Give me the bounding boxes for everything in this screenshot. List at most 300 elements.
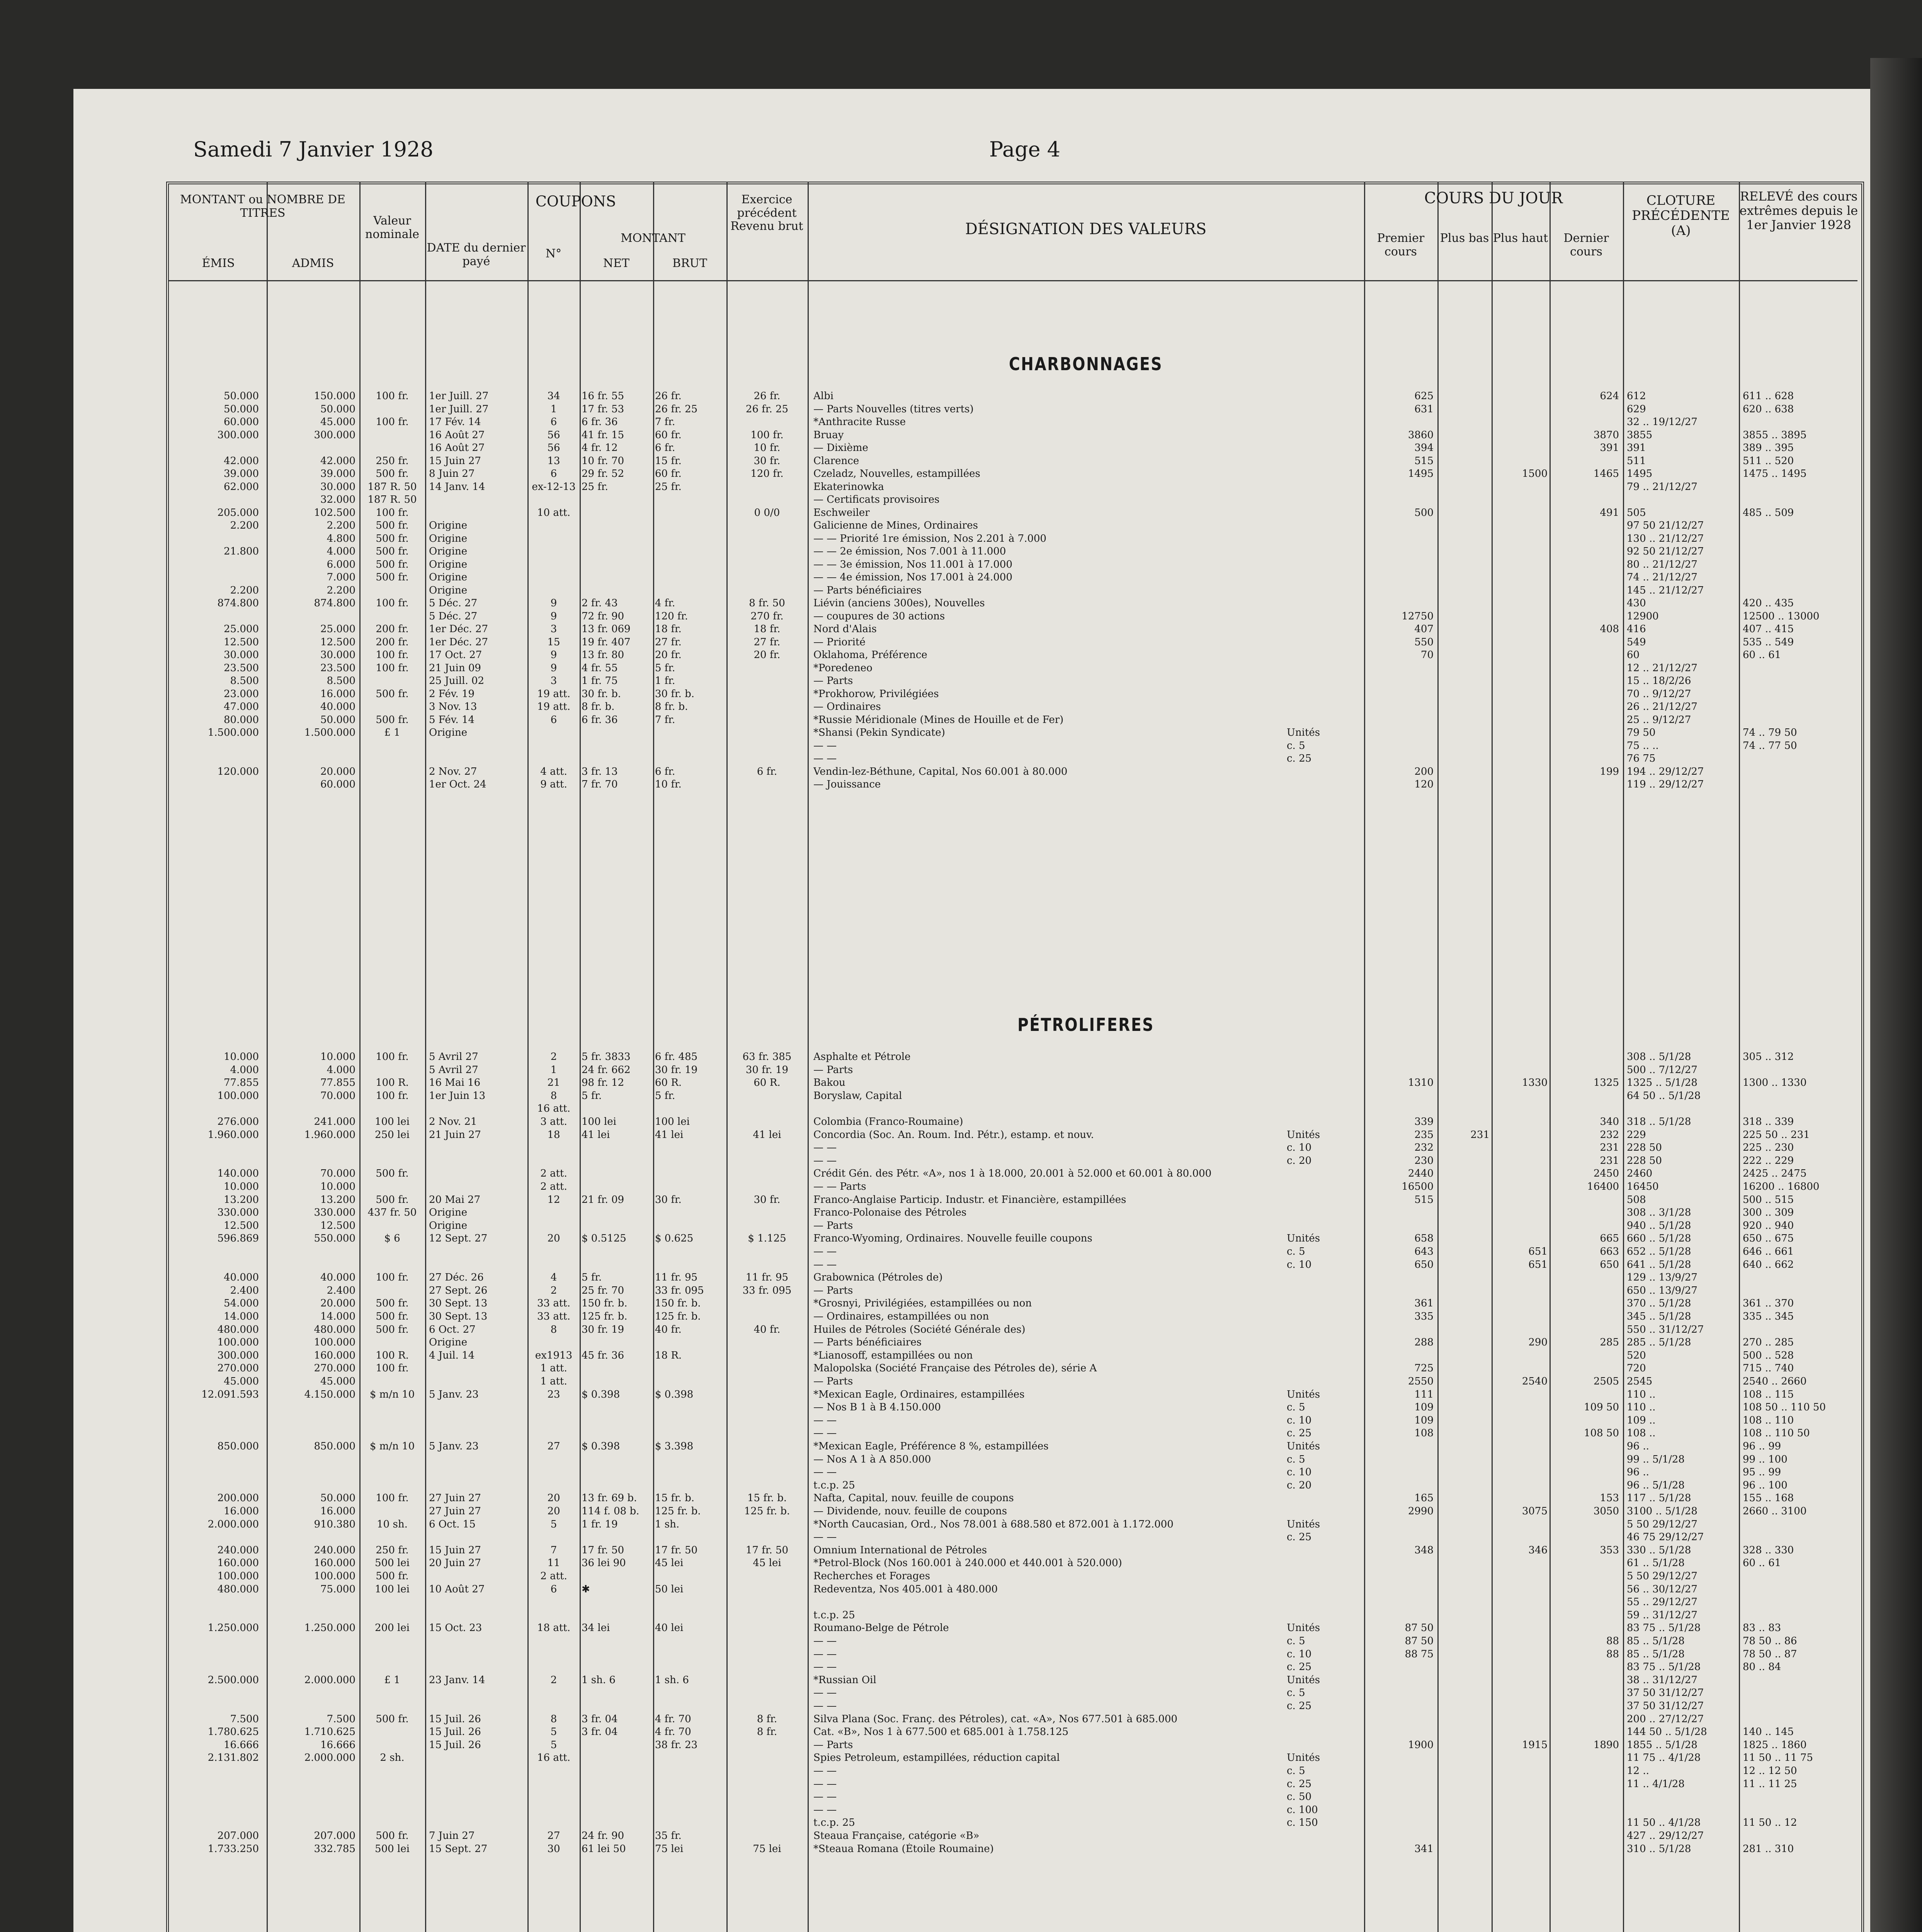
cell-pc: 650: [1414, 1259, 1434, 1270]
cell-cl: 318 .. 5/1/28: [1627, 1116, 1691, 1128]
cell-date: 15 Juil. 26: [429, 1713, 481, 1725]
cell-cl: 427 .. 29/12/27: [1627, 1830, 1704, 1842]
cell-net: 3 fr. 13: [582, 765, 618, 777]
cell-exe: $ 1.125: [748, 1233, 786, 1245]
cell-unit: c. 150: [1287, 1817, 1318, 1829]
cell-exe: 17 fr. 50: [745, 1544, 789, 1556]
cell-unit: c. 10: [1287, 1648, 1312, 1660]
cell-date: Origine: [429, 546, 468, 557]
cell-des: *Lianosoff, estampillées ou non: [813, 1349, 973, 1361]
cell-des: — Parts: [813, 1064, 853, 1076]
cell-cl: 96 ..: [1627, 1440, 1649, 1452]
cell-des: Galicienne de Mines, Ordinaires: [813, 520, 978, 531]
cell-ph: 1500: [1522, 468, 1548, 480]
cell-dc: 108 50: [1584, 1427, 1619, 1439]
cell-exe: 8 fr.: [757, 1726, 777, 1738]
col-head-cours: COURS DU JOUR: [1424, 189, 1563, 207]
cell-date: Origine: [429, 1207, 468, 1219]
cell-cl: 96 ..: [1627, 1466, 1649, 1478]
cell-em: 2.500.000: [208, 1674, 259, 1686]
cell-cl: 25 .. 9/12/27: [1627, 714, 1691, 726]
cell-des: Boryslaw, Capital: [813, 1090, 902, 1102]
cell-nom: 250 fr.: [376, 455, 409, 467]
cell-date: 3 Nov. 13: [429, 701, 477, 713]
cell-em: 480.000: [217, 1583, 259, 1595]
cell-brut: 5 fr.: [655, 662, 675, 674]
cell-net: 125 fr. b.: [582, 1311, 628, 1322]
cell-des: — —: [813, 1648, 837, 1660]
cell-brut: 45 lei: [655, 1557, 684, 1569]
cell-des: — —: [813, 1700, 837, 1712]
cell-cl: 75 .. ..: [1627, 740, 1659, 752]
cell-no: 18: [547, 1129, 560, 1141]
cell-pc: 87 50: [1405, 1635, 1434, 1647]
cell-rv: 328 .. 330: [1743, 1544, 1794, 1556]
cell-rv: 389 .. 395: [1743, 442, 1794, 454]
cell-no: 8: [550, 1323, 557, 1335]
cell-des: — — 3e émission, Nos 11.001 à 17.000: [813, 558, 1012, 570]
cell-cl: 612: [1627, 390, 1646, 402]
cell-pc: 109: [1414, 1414, 1434, 1426]
cell-brut: 35 fr.: [655, 1830, 682, 1842]
cell-em: 16.000: [224, 1505, 259, 1517]
col-head-brut: BRUT: [672, 257, 707, 270]
cell-rv: 611 .. 628: [1743, 390, 1794, 402]
cell-net: 45 fr. 36: [582, 1349, 624, 1361]
cell-rv: 485 .. 509: [1743, 507, 1794, 519]
cell-des: — Ordinaires, estampillées ou non: [813, 1311, 989, 1322]
cell-em: 10.000: [224, 1181, 259, 1192]
cell-pc: 230: [1414, 1155, 1434, 1167]
cell-pc: 165: [1414, 1492, 1434, 1504]
cell-ad: 160.000: [314, 1349, 355, 1361]
cell-ad: 14.000: [320, 1311, 355, 1322]
cell-rv: 96 .. 100: [1743, 1479, 1788, 1491]
cell-des: Roumano-Belge de Pétrole: [813, 1622, 949, 1634]
cell-nom: 100 fr.: [376, 507, 409, 519]
cell-rv: 108 .. 115: [1743, 1388, 1794, 1400]
cell-des: — —: [813, 1635, 837, 1647]
cell-net: 5 fr.: [582, 1272, 602, 1284]
cell-cl: 391: [1627, 442, 1646, 454]
cell-ad: 10.000: [320, 1181, 355, 1192]
cell-em: 47.000: [224, 701, 259, 713]
cell-cl: 12900: [1627, 610, 1659, 622]
cell-net: 6 fr. 36: [582, 416, 618, 428]
cell-cl: 37 50 31/12/27: [1627, 1687, 1704, 1699]
cell-des: Spies Petroleum, estampillées, réduction capital: [813, 1752, 1060, 1764]
cell-nom: 500 fr.: [376, 1168, 409, 1180]
cell-date: 4 Juil. 14: [429, 1349, 475, 1361]
cell-em: 2.131.802: [208, 1752, 259, 1764]
cell-date: Origine: [429, 727, 468, 738]
cell-em: 80.000: [224, 714, 259, 726]
cell-no: 16 att.: [537, 1752, 570, 1764]
cell-cl: 345 .. 5/1/28: [1627, 1311, 1691, 1322]
cell-ad: 300.000: [314, 429, 355, 441]
cell-brut: 18 R.: [655, 1349, 682, 1361]
cell-cl: 59 .. 31/12/27: [1627, 1609, 1697, 1621]
cell-brut: 33 fr. 095: [655, 1284, 704, 1296]
cell-ad: 4.000: [327, 1064, 355, 1076]
cell-ph: 3075: [1522, 1505, 1548, 1517]
cell-date: Origine: [429, 571, 468, 583]
cell-nom: 500 lei: [375, 1557, 410, 1569]
cell-des: — —: [813, 1142, 837, 1154]
cell-no: 9: [550, 610, 557, 622]
cell-cl: 200 .. 27/12/27: [1627, 1713, 1704, 1725]
cell-date: 17 Oct. 27: [429, 649, 482, 661]
cell-nom: 100 fr.: [376, 597, 409, 609]
cell-rv: 12500 .. 13000: [1743, 610, 1820, 622]
cell-net: 17 fr. 53: [582, 403, 624, 415]
cell-rv: 305 .. 312: [1743, 1051, 1794, 1063]
cell-pc: 515: [1414, 1194, 1434, 1206]
cell-des: Cat. «B», Nos 1 à 677.500 et 685.001 à 1.758.125: [813, 1726, 1069, 1738]
cell-em: 13.200: [224, 1194, 259, 1206]
col-rule: [808, 182, 809, 1932]
cell-dc: 88: [1606, 1635, 1619, 1647]
cell-ad: 1.500.000: [304, 727, 355, 738]
cell-dc: 3870: [1593, 429, 1619, 441]
cell-dc: 408: [1600, 623, 1619, 635]
cell-nom: 500 fr.: [376, 1830, 409, 1842]
cell-brut: 125 fr. b.: [655, 1505, 701, 1517]
cell-net: 1 sh. 6: [582, 1674, 616, 1686]
cell-no: 20: [547, 1505, 560, 1517]
col-head-designation: DÉSIGNATION DES VALEURS: [965, 220, 1207, 238]
cell-no: 2 att.: [540, 1570, 567, 1582]
cell-cl: 285 .. 5/1/28: [1627, 1337, 1691, 1349]
cell-em: 45.000: [224, 1376, 259, 1387]
cell-exe: 30 fr. 19: [745, 1064, 789, 1076]
cell-no: 27: [547, 1440, 560, 1452]
cell-cl: 11 75 .. 4/1/28: [1627, 1752, 1701, 1764]
col-head-valeur: Valeur nominale: [365, 214, 419, 241]
cell-nom: 250 fr.: [376, 1544, 409, 1556]
cell-net: 21 fr. 09: [582, 1194, 624, 1206]
cell-no: 33 att.: [537, 1311, 570, 1322]
cell-cl: 74 .. 21/12/27: [1627, 571, 1697, 583]
cell-pc: 339: [1414, 1116, 1434, 1128]
cell-cl: 228 50: [1627, 1155, 1662, 1167]
cell-exe: 10 fr.: [753, 442, 781, 454]
cell-dc: 3050: [1593, 1505, 1619, 1517]
cell-net: 4 fr. 55: [582, 662, 618, 674]
cell-des: Colombia (Franco-Roumaine): [813, 1116, 963, 1128]
cell-ad: 1.250.000: [304, 1622, 355, 1634]
cell-exe: 27 fr.: [753, 636, 781, 648]
cell-nom: $ m/n 10: [369, 1388, 415, 1400]
page-edge-shadow: [1870, 58, 1922, 1932]
cell-rv: 225 .. 230: [1743, 1142, 1794, 1154]
cell-ad: 60.000: [320, 779, 355, 790]
cell-ad: 480.000: [314, 1323, 355, 1335]
cell-rv: 96 .. 99: [1743, 1440, 1781, 1452]
cell-date: 14 Janv. 14: [429, 481, 485, 493]
cell-brut: $ 0.625: [655, 1233, 694, 1245]
cell-des: — —: [813, 740, 837, 752]
cell-no: 10 att.: [537, 507, 570, 519]
cell-des: *North Caucasian, Ord., Nos 78.001 à 688.580 et 872.001 à 1.172.000: [813, 1518, 1174, 1530]
cell-no: 4 att.: [540, 765, 567, 777]
cell-date: 27 Juin 27: [429, 1505, 481, 1517]
cell-em: 54.000: [224, 1298, 259, 1310]
cell-cl: 2545: [1627, 1376, 1653, 1387]
cell-pc: 232: [1414, 1142, 1434, 1154]
cell-ad: 2.000.000: [304, 1674, 355, 1686]
cell-net: $ 0.5125: [582, 1233, 626, 1245]
cell-pc: 120: [1414, 779, 1434, 790]
cell-date: 5 Déc. 27: [429, 610, 478, 622]
cell-pc: 631: [1414, 403, 1434, 415]
cell-des: — —: [813, 1804, 837, 1816]
cell-em: 77.855: [224, 1077, 259, 1089]
cell-brut: 7 fr.: [655, 416, 675, 428]
cell-des: *Mexican Eagle, Préférence 8 %, estampillées: [813, 1440, 1049, 1452]
page-date: Samedi 7 Janvier 1928: [193, 137, 434, 162]
cell-exe: 33 fr. 095: [742, 1284, 792, 1296]
cell-des: Franco-Polonaise des Pétroles: [813, 1207, 967, 1219]
cell-date: 27 Déc. 26: [429, 1272, 484, 1284]
cell-brut: 125 fr. b.: [655, 1311, 701, 1322]
cell-nom: 100 fr.: [376, 1362, 409, 1374]
cell-rv: 78 50 .. 86: [1743, 1635, 1797, 1647]
cell-nom: 500 fr.: [376, 1713, 409, 1725]
cell-ad: 100.000: [314, 1570, 355, 1582]
cell-date: 15 Juin 27: [429, 1544, 481, 1556]
col-head-montant-coupon: MONTANT: [621, 231, 685, 245]
cell-no: 9 att.: [540, 779, 567, 790]
cell-unit: c. 25: [1287, 1427, 1312, 1439]
cell-ad: 8.500: [327, 675, 355, 687]
cell-net: 24 fr. 90: [582, 1830, 624, 1842]
cell-nom: 100 fr.: [376, 390, 409, 402]
cell-pc: 550: [1414, 636, 1434, 648]
cell-net: 72 fr. 90: [582, 610, 624, 622]
cell-pb: 231: [1470, 1129, 1490, 1141]
cell-cl: 80 .. 21/12/27: [1627, 558, 1697, 570]
cell-ad: 4.000: [327, 546, 355, 557]
cell-net: 25 fr. 70: [582, 1284, 624, 1296]
cell-ad: 10.000: [320, 1051, 355, 1063]
cell-em: 23.500: [224, 662, 259, 674]
cell-cl: 1325 .. 5/1/28: [1627, 1077, 1697, 1089]
cell-brut: 4 fr. 70: [655, 1713, 691, 1725]
cell-unit: c. 10: [1287, 1142, 1312, 1154]
cell-dc: 1890: [1593, 1739, 1619, 1751]
cell-brut: 38 fr. 23: [655, 1739, 698, 1751]
cell-dc: 650: [1600, 1259, 1619, 1270]
col-rule: [580, 182, 581, 1932]
header-rule: [169, 280, 1857, 281]
cell-cl: 79 50: [1627, 727, 1656, 738]
cell-em: 40.000: [224, 1272, 259, 1284]
cell-cl: 310 .. 5/1/28: [1627, 1843, 1691, 1855]
cell-pc: 109: [1414, 1401, 1434, 1413]
cell-em: 100.000: [217, 1337, 259, 1349]
cell-brut: 17 fr. 50: [655, 1544, 698, 1556]
cell-no: 15: [547, 636, 560, 648]
cell-brut: 30 fr. b.: [655, 688, 694, 700]
cell-nom: 100 fr.: [376, 1090, 409, 1102]
cell-cl: 940 .. 5/1/28: [1627, 1219, 1691, 1231]
cell-cl: 511: [1627, 455, 1646, 467]
cell-net: 100 lei: [582, 1116, 616, 1128]
cell-cl: 652 .. 5/1/28: [1627, 1246, 1691, 1257]
cell-rv: 646 .. 661: [1743, 1246, 1794, 1257]
cell-unit: c. 100: [1287, 1804, 1318, 1816]
cell-rv: 16200 .. 16800: [1743, 1181, 1820, 1192]
cell-no: 8: [550, 1713, 557, 1725]
cell-rv: 1300 .. 1330: [1743, 1077, 1807, 1089]
cell-ph: 346: [1528, 1544, 1548, 1556]
cell-cl: 11 50 .. 4/1/28: [1627, 1817, 1701, 1829]
cell-ad: 70.000: [320, 1090, 355, 1102]
cell-em: 850.000: [217, 1440, 259, 1452]
cell-pc: 2440: [1408, 1168, 1434, 1180]
cell-em: 2.200: [230, 584, 259, 596]
cell-cl: 370 .. 5/1/28: [1627, 1298, 1691, 1310]
cell-des: — Dividende, nouv. feuille de coupons: [813, 1505, 1007, 1517]
col-rule: [1437, 182, 1439, 1932]
cell-exe: 30 fr.: [753, 455, 781, 467]
cell-dc: 665: [1600, 1233, 1619, 1245]
cell-des: t.c.p. 25: [813, 1609, 855, 1621]
cell-brut: $ 0.398: [655, 1388, 694, 1400]
cell-cl: 60: [1627, 649, 1640, 661]
cell-net: 29 fr. 52: [582, 468, 624, 480]
cell-rv: 74 .. 77 50: [1743, 740, 1797, 752]
cell-date: Origine: [429, 1219, 468, 1231]
cell-cl: 1495: [1627, 468, 1653, 480]
cell-des: *Shansi (Pekin Syndicate): [813, 727, 945, 738]
cell-no: 20: [547, 1233, 560, 1245]
cell-no: 18 att.: [537, 1622, 570, 1634]
cell-date: 15 Juil. 26: [429, 1739, 481, 1751]
cell-net: 17 fr. 50: [582, 1544, 624, 1556]
cell-cl: 330 .. 5/1/28: [1627, 1544, 1691, 1556]
cell-em: 2.400: [230, 1284, 259, 1296]
cell-rv: 620 .. 638: [1743, 403, 1794, 415]
cell-ad: 6.000: [327, 558, 355, 570]
cell-date: Origine: [429, 558, 468, 570]
cell-cl: 1855 .. 5/1/28: [1627, 1739, 1697, 1751]
cell-des: Asphalte et Pétrole: [813, 1051, 911, 1063]
cell-des: Ekaterinowka: [813, 481, 884, 493]
cell-brut: 30 fr.: [655, 1194, 682, 1206]
cell-unit: c. 25: [1287, 1661, 1312, 1673]
cell-no: 23: [547, 1388, 560, 1400]
cell-cl: 92 50 21/12/27: [1627, 546, 1704, 557]
cell-nom: 2 sh.: [380, 1752, 405, 1764]
cell-rv: 270 .. 285: [1743, 1337, 1794, 1349]
cell-ad: 2.400: [327, 1284, 355, 1296]
cell-des: *Mexican Eagle, Ordinaires, estampillées: [813, 1388, 1025, 1400]
cell-rv: 920 .. 940: [1743, 1219, 1794, 1231]
cell-nom: 500 fr.: [376, 1311, 409, 1322]
cell-unit: c. 10: [1287, 1414, 1312, 1426]
cell-des: *Prokhorow, Privilégiées: [813, 688, 939, 700]
cell-unit: c. 5: [1287, 1246, 1305, 1257]
cell-nom: £ 1: [384, 1674, 400, 1686]
cell-rv: 108 .. 110: [1743, 1414, 1794, 1426]
cell-unit: c. 25: [1287, 1531, 1312, 1543]
cell-no: 16 att.: [537, 1103, 570, 1115]
cell-em: 200.000: [217, 1492, 259, 1504]
cell-des: Bruay: [813, 429, 844, 441]
cell-em: 330.000: [217, 1207, 259, 1219]
cell-ad: 270.000: [314, 1362, 355, 1374]
cell-nom: 500 fr.: [376, 571, 409, 583]
cell-ad: 4.150.000: [304, 1388, 355, 1400]
cell-date: 20 Mai 27: [429, 1194, 481, 1206]
cell-cl: 55 .. 29/12/27: [1627, 1596, 1697, 1608]
cell-nom: 100 lei: [375, 1583, 410, 1595]
cell-ad: 2.200: [327, 584, 355, 596]
col-rule: [1364, 182, 1365, 1932]
cell-cl: 108 ..: [1627, 1427, 1656, 1439]
cell-des: *Petrol-Block (Nos 160.001 à 240.000 et 440.001 à 520.000): [813, 1557, 1122, 1569]
section-title: CHARBONNAGES: [1009, 354, 1163, 374]
cell-net: 3 fr. 04: [582, 1726, 618, 1738]
cell-exe: 120 fr.: [750, 468, 784, 480]
cell-em: 12.500: [224, 636, 259, 648]
cell-pc: 335: [1414, 1311, 1434, 1322]
cell-net: ✱: [582, 1583, 590, 1595]
cell-no: 2: [550, 1674, 557, 1686]
cell-pc: 1900: [1408, 1739, 1434, 1751]
cell-exe: 18 fr.: [753, 623, 781, 635]
cell-em: 23.000: [224, 688, 259, 700]
cell-no: 3 att.: [540, 1116, 567, 1128]
cell-dc: 340: [1600, 1116, 1619, 1128]
cell-exe: 125 fr. b.: [744, 1505, 790, 1517]
col-head-emis: ÉMIS: [202, 257, 235, 270]
cell-em: 50.000: [224, 390, 259, 402]
cell-pc: 643: [1414, 1246, 1434, 1257]
cell-exe: 26 fr.: [753, 390, 781, 402]
cell-cl: 194 .. 29/12/27: [1627, 765, 1704, 777]
cell-brut: 4 fr.: [655, 597, 675, 609]
cell-brut: 8 fr. b.: [655, 701, 688, 713]
cell-des: — Ordinaires: [813, 701, 881, 713]
cell-exe: 100 fr.: [750, 429, 784, 441]
cell-nom: 100 fr.: [376, 649, 409, 661]
cell-unit: c. 20: [1287, 1479, 1312, 1491]
cell-exe: 11 fr. 95: [745, 1272, 789, 1284]
cell-brut: 150 fr. b.: [655, 1298, 701, 1310]
cell-des: t.c.p. 25: [813, 1817, 855, 1829]
cell-net: 30 fr. b.: [582, 688, 621, 700]
cell-em: 2.200: [230, 520, 259, 531]
cell-unit: c. 5: [1287, 740, 1305, 752]
cell-nom: 500 fr.: [376, 714, 409, 726]
cell-cl: 32 .. 19/12/27: [1627, 416, 1697, 428]
cell-des: — — Priorité 1re émission, Nos 2.201 à 7.000: [813, 532, 1047, 544]
cell-no: 9: [550, 662, 557, 674]
cell-no: 6: [550, 714, 557, 726]
cell-rv: 60 .. 61: [1743, 649, 1781, 661]
cell-cl: 430: [1627, 597, 1646, 609]
cell-rv: 12 .. 12 50: [1743, 1765, 1797, 1777]
cell-dc: 2505: [1593, 1376, 1619, 1387]
cell-nom: 500 lei: [375, 1843, 410, 1855]
cell-pc: 235: [1414, 1129, 1434, 1141]
cell-rv: 420 .. 435: [1743, 597, 1794, 609]
cell-des: — Parts: [813, 1219, 853, 1231]
cell-ph: 2540: [1522, 1376, 1548, 1387]
